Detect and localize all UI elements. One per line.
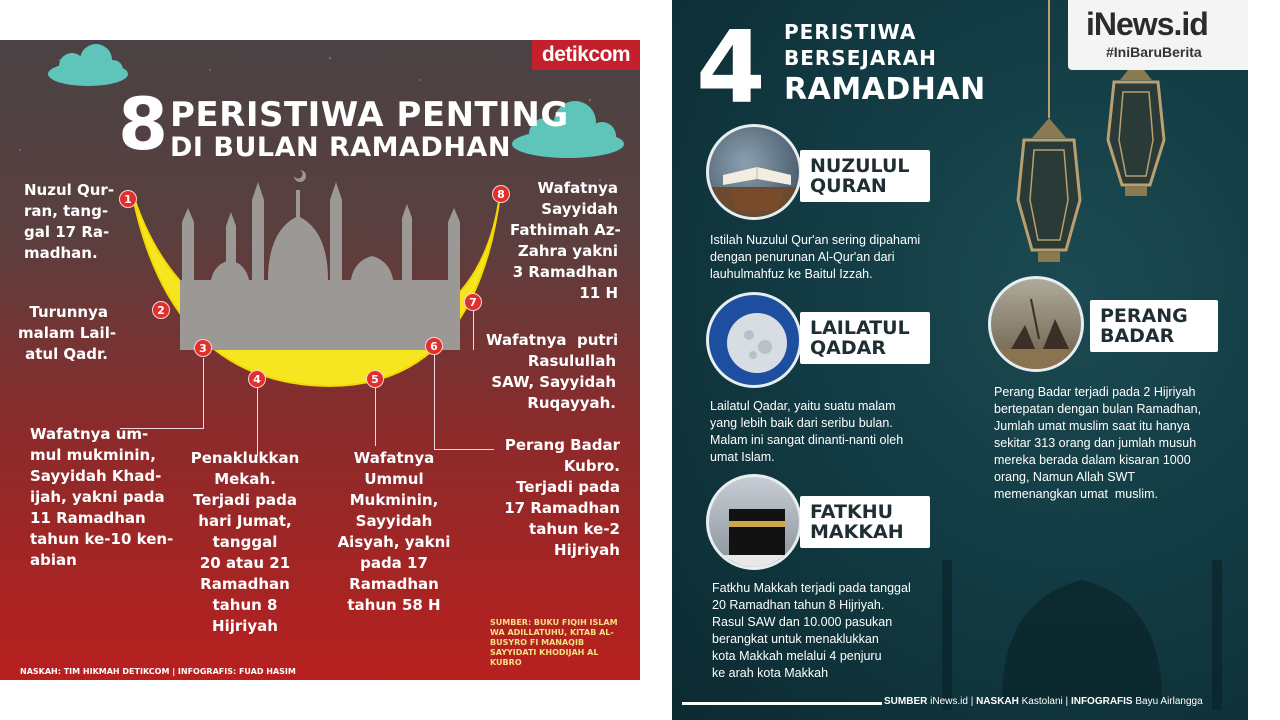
- item-title-nuzulul-quran: NUZULUL QURAN: [800, 150, 930, 202]
- title-number: 8: [118, 82, 169, 166]
- event-number-3: 3: [194, 339, 212, 357]
- title-line-2: BERSEJARAH: [784, 46, 937, 70]
- inews-brand: [1068, 0, 1248, 70]
- event-number-2: 2: [152, 301, 170, 319]
- title-line-1: PERISTIWA: [784, 20, 917, 44]
- item-title-lailatul-qadar: LAILATUL QADAR: [800, 312, 930, 364]
- battle-icon: [988, 276, 1084, 372]
- detikcom-logo: detikcom: [532, 40, 640, 70]
- kaaba-icon: [706, 474, 802, 570]
- event-number-6: 6: [425, 337, 443, 355]
- title-number: 4: [696, 9, 766, 126]
- event-number-7: 7: [464, 293, 482, 311]
- item-desc-nuzulul-quran: Istilah Nuzulul Qur'an sering dipahami dengan penurunan Al-Qur'an dari lauhulmahfuz ke Baitul Izzah.: [710, 233, 921, 281]
- item-title-perang-badar: PERANG BADAR: [1090, 300, 1218, 352]
- cloud-icon: [48, 44, 128, 86]
- event-number-8: 8: [492, 185, 510, 203]
- item-desc-perang-badar: Perang Badar terjadi pada 2 Hijriyah bertepatan dengan bulan Ramadhan, Jumlah umat muslim saat itu hanya sekitar 313 orang dan jumlah musuh mereka berada dalam kisaran 1000 orang, Namun Allah SWT memenangkan umat muslim.: [994, 385, 1202, 501]
- event-8-text: Wafatnya Sayyidah Fathimah Az- Zahra yakni 3 Ramadhan 11 H: [510, 179, 621, 302]
- event-number-4: 4: [248, 370, 266, 388]
- detik-infographic: [0, 40, 640, 680]
- source-text: SUMBER: BUKU FIQIH ISLAM WA ADILLATUHU, KITAB AL-BUSYRO FI MANAQIB SAYYIDATI KHODIJAH AL KUBRO: [490, 618, 618, 667]
- title-line-2: DI BULAN RAMADHAN: [170, 132, 511, 163]
- credit-text: NASKAH: TIM HIKMAH DETIKCOM | INFOGRAFIS: FUAD HASIM: [20, 667, 296, 676]
- moon-icon: [706, 292, 802, 388]
- footer-credits: SUMBER iNews.id | NASKAH Kastolani | INFOGRAFIS Bayu Airlangga: [884, 696, 1203, 707]
- event-6-text: Perang Badar Kubro. Terjadi pada 17 Ramadhan tahun ke-2 Hijriyah: [504, 436, 620, 559]
- item-title-fatkhu-makkah: FATKHU MAKKAH: [800, 496, 930, 548]
- lantern-icon: [1108, 60, 1164, 196]
- event-7-text: Wafatnya putri Rasulullah SAW, Sayyidah Ruqayyah.: [486, 331, 619, 412]
- event-3-text: Wafatnya um- mul mukminin, Sayyidah Khad- ijah, yakni pada 11 Ramadhan tahun ke-10 ken- abian: [30, 425, 174, 569]
- event-number-5: 5: [366, 370, 384, 388]
- inews-infographic: [672, 0, 1248, 720]
- item-desc-fatkhu-makkah: Fatkhu Makkah terjadi pada tanggal 20 Ramadhan tahun 8 Hijriyah. Rasul SAW dan 10.000 pasukan berangkat untuk menaklukkan kota Makkah melalui 4 penjuru ke arah kota Makkah: [712, 581, 911, 680]
- event-4-text: Penaklukkan Mekah. Terjadi pada hari Jumat, tanggal 20 atau 21 Ramadhan tahun 8 Hijriyah: [190, 449, 300, 635]
- event-number-1: 1: [119, 190, 137, 208]
- lantern-icon: [1018, 118, 1080, 262]
- event-2-text: Turunnya malam Lail- atul Qadr.: [18, 303, 117, 363]
- item-desc-lailatul-qadar: Lailatul Qadar, yaitu suatu malam yang lebih baik dari seribu bulan. Malam ini sangat dinanti-nanti oleh umat Islam.: [710, 399, 904, 464]
- hashtag: #IniBaruBerita: [1106, 44, 1202, 60]
- title-line-3: RAMADHAN: [784, 72, 986, 107]
- title-line-1: PERISTIWA PENTING: [170, 95, 569, 135]
- event-5-text: Wafatnya Ummul Mukminin, Sayyidah Aisyah, yakni pada 17 Ramadhan tahun 58 H: [337, 449, 451, 614]
- event-1-text: Nuzul Qur- ran, tang- gal 17 Ra- madhan.: [24, 181, 115, 262]
- inews-logo: iNews.id: [1086, 6, 1208, 42]
- quran-icon: [706, 124, 802, 220]
